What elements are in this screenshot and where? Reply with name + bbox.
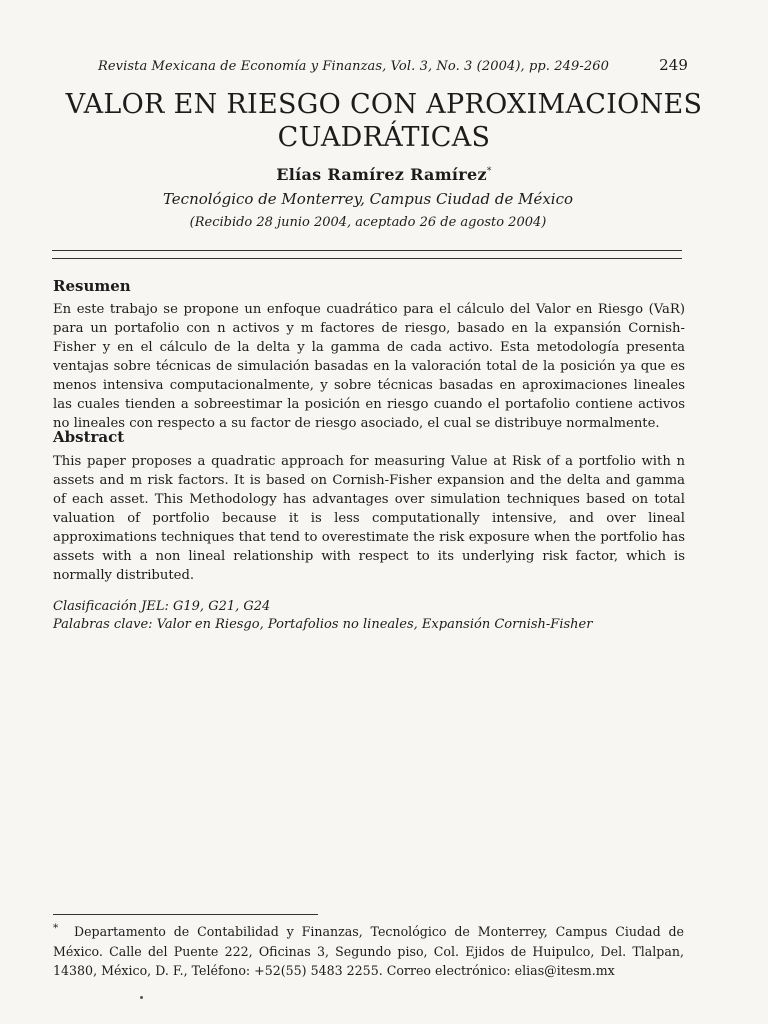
title-line-2: CUADRÁTICAS [277,122,491,153]
resumen-text: En este trabajo se propone un enfoque cuadrático para el cálculo del Valor en Riesgo (VaR) para un portafolio con n activos y m factores de riesgo, basado en la expansión Cornish-Fisher y en el cálculo de la delta y la gamma de cada activo. Esta metodología presenta ventajas sobre técnicas de simulación basadas en la valoración total de la posición ya que es menos intensiva computacionalmente, y sobre técnicas basadas en aproximaciones lineales las cuales tienden a sobreestimar la posición en riesgo cuando el portafolio contiene activos no lineales con respecto a su factor de riesgo asociado, el cual se distribuye normalmente. [53,302,685,431]
footnote-rule [53,914,318,915]
divider-top [52,250,682,251]
resumen-heading: Resumen [53,277,131,295]
journal-citation: Revista Mexicana de Economía y Finanzas, Vol. 3, No. 3 (2004), pp. 249-260 [98,59,609,74]
divider-bottom [52,258,682,259]
footnote-text: Departamento de Contabilidad y Finanzas, Tecnológico de Monterrey, Campus Ciudad de México. Calle del Puente 222, Oficinas 3, Segundo piso, Col. Ejidos de Huipulco, Del. Tlalpan, 14380, México, D. F., Teléfono: +52(55) 5483 2255. Correo electrónico: elias@itesm.mx [53,924,685,979]
author-name: Elías Ramírez Ramírez [276,165,487,184]
author-footnote-mark: * [486,166,492,177]
received-dates: (Recibido 28 junio 2004, aceptado 26 de agosto 2004) [189,215,547,230]
keywords: Palabras clave: Valor en Riesgo, Portafolios no lineales, Expansión Cornish-Fisher [53,617,593,632]
abstract-text: This paper proposes a quadratic approach for measuring Value at Risk of a portfolio with n assets and m risk factors. It is based on Cornish-Fisher expansion and the delta and gamma of each asset. This Methodology has advantages over simulation techniques based on total valuation of portfolio because it is less computationally intensive, and over lineal approximations techniques that tend to overestimate the risk exposure when the portfolio has assets with a non lineal relationship with respect to its underlying risk factor, which is normally distributed. [53,454,685,583]
title-line-1: VALOR EN RIESGO CON APROXIMACIONES [65,89,703,120]
scan-speck [140,996,143,999]
affiliation: Tecnológico de Monterrey, Campus Ciudad de México [162,190,574,208]
author-name-block [0,165,768,184]
abstract-heading: Abstract [53,428,125,446]
jel-classification: Clasificación JEL: G19, G21, G24 [53,599,271,614]
page-number: 249 [659,56,688,74]
footnote [53,919,684,981]
footnote-mark: * [53,922,59,934]
paper-title [40,88,728,154]
running-header [98,56,688,74]
